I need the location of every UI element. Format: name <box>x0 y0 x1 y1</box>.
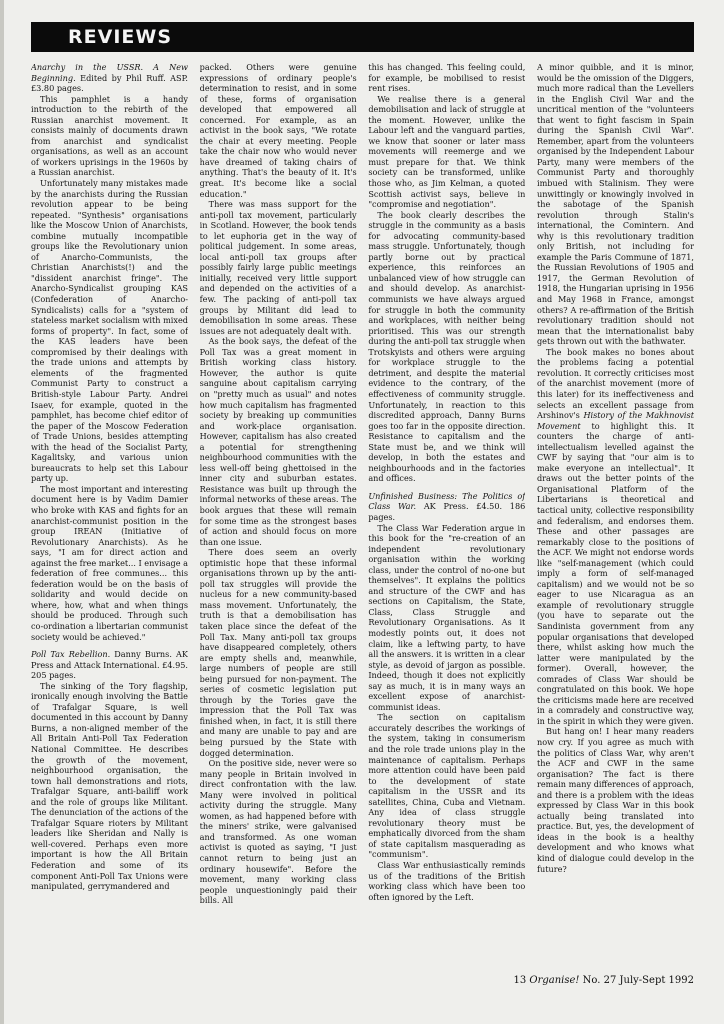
review-heading <box>368 491 525 523</box>
issue-info: No. 27 July-Sept 1992 <box>582 975 694 986</box>
review-title: Poll Tax Rebellion. <box>31 649 111 660</box>
paragraph: Class War enthusiastically reminds us of the traditions of the British working class which have been too often ignored by the Left. <box>368 860 526 902</box>
review-heading <box>31 649 188 681</box>
article-columns <box>31 62 694 982</box>
paragraph: The book clearly describes the struggle in the community as a basis for advocating community-based mass struggle. Unfortunately, though partly borne out by practical experience, this reinforces an unbalanced view of how struggle can and should develop. As anarchist-communists we have always argued for struggle in both the community and workplaces, with neither being prioritised. This was our strength during the anti-poll tax struggle when Trotskyists and others were arguing for workplace struggle to the detriment, and despite the material evidence to the contrary, of the effectiveness of community struggle. Unfortunately, in reaction to this discredited approach, Danny Burns goes too far in the opposite direction. Resistance to capitalism and the State must be, and we think will develop, in both the estates and neighbourhoods and in the factories and offices. <box>368 209 526 484</box>
page-number: 13 <box>513 975 527 986</box>
paragraph <box>537 347 694 727</box>
paragraph: We realise there is a general demobilisation and lack of struggle at the moment. However, unlike the Labour left and the vanguard parties, we know that sooner or later mass movements will reemerge and we must prepare for that. We think society can be transformed, unlike those who, as Jim Kelman, a quoted Scottish activist says, believe in "compromise and negotiation". <box>368 93 526 210</box>
paragraph: The most important and interesting document here is by Vadim Damier who broke with KAS and fights for an anarchist-communist position in the group IREAN (Initiative of Revolutionary Anarchists). As he says, "I am for direct action and against the free market... I envisage a federation of free communes... this federation would be on the basis of solidarity and would decide on where, how, what and when things should be produced. Through such co-ordination a libertarian communist society would be achieved." <box>31 483 188 642</box>
paragraph: As the book says, the defeat of the Poll Tax was a great moment in British working class history. However, the author is quite sanguine about capitalism carrying on "pretty much as usual" and notes how much capitalism has fragmented society by breaking up communities and work-place organisation. However, capitalism has also created a potential for strengthening neighbourhood communities with the less well-off being ghettoised in the inner city and suburban estates. Resistance was built up through the informal networks of these areas. The book argues that these will remain for some time as the strongest bases of action and should focus on more than one issue. <box>199 336 357 547</box>
paragraph: On the positive side, never were so many people in Britain involved in direct confrontation with the law. Many were involved in political activity during the struggle. Many women, as had happened before with the miners' strike, were galvanised and transformed. As one woman activist is quoted as saying, "I just cannot return to being just an ordinary housewife". Before the movement, many working class people unquestioningly paid their bills. All <box>199 758 357 906</box>
column-4 <box>537 62 694 982</box>
paragraph: The sinking of the Tory flagship, ironically enough involving the Battle of Trafalgar Square, is well documented in this account by Danny Burns, a non-aligned member of the All Britain Anti-Poll Tax Federation National Committee. He describes the growth of the movement, neighbourhood organisation, the town hall demonstrations and riots, Trafalgar Square, anti-bailiff work and the role of groups like Militant. The denunciation of the actions of the Trafalgar Square rioters by Militant leaders like Sheridan and Nally is well-covered. Perhaps even more important is how the All Britain Federation and some of its component Anti-Poll Tax Unions were manipulated, gerrymandered and <box>31 680 188 892</box>
section-title: REVIEWS <box>68 26 173 48</box>
review-heading <box>31 62 188 94</box>
paragraph-text: to highlight this. It counters the charge of anti-intellectualism levelled against the CWF by saying that "our aim is to make everyone an intellectual". It draws out the better points of the Organisational Platform of the Libertarians is theoretical and tactical unity, collective responsibility and federalism, and endorses them. These and other passages are remarkably close to the positions of the ACF. We might not endorse words like "self-management (which could imply a form of self-managed capitalism) and we would not be so eager to use Nicaragua as an example of revolutionary struggle (you have to separate out the Sandinista government from any popular organisations that developed there, whilst asking how much the latter were manipulated by the former). Overall, however, the comrades of Class War should be congratulated on this book. We hope the criticisms made here are received in a comradely and constructive way, in the spirit in which they were given. <box>536 420 694 726</box>
review-meta: Danny Burns. AK Press and Attack International. £4.95. 205 pages. <box>31 649 188 681</box>
paragraph: This pamphlet is a handy introduction to the rebirth of the Russian anarchist movement. It consists mainly of documents drawn from anarchist and syndicalist organisations, as well as an account of workers uprisings in the 1960s by a Russian anarchist. <box>31 93 188 178</box>
paragraph: Unfortunately many mistakes made by the anarchists during the Russian revolution appear to be being repeated. "Synthesis" organisations like the Moscow Union of Anarchists, combine mutually incompatible groups like the Revolutionary union of Anarcho-Communists, the Christian Anarchists(!) and the "dissident anarchist fringe". The Anarcho-Syndicalist grouping KAS (Confederation of Anarcho-Syndicalists) calls for a "system of stateless market socialism with mixed forms of property". In fact, some of the KAS leaders have been compromised by their dealings with the trade unions and attempts by elements of the fragmented Communist Party to construct a British-style Labour Party. Andrei Isaev, for example, quoted in the pamphlet, has become chief editor of the paper of the Moscow Federation of Trade Unions, besides attempting with the head of the Socialist Party, Kagalitsky, and various union bureaucrats to help set this Labour party up. <box>31 178 188 484</box>
paragraph: packed. Others were genuine expressions of ordinary people's determination to resist, and in some of these, forms of organisation developed that empowered all concerned. For example, as an activist in the book says, "We rotate the chair at every meeting. People take the chair now who would never have dreamed of taking chairs of anything. That's the beauty of it. It's great. It's become like a social education." <box>199 62 357 199</box>
paragraph: There does seem an overly optimistic hope that these informal organisations thrown up by the anti-poll tax struggles will provide the nucleus for a new community-based mass movement. Unfortunately, the truth is that a demobilisation has taken place since the defeat of the Poll Tax. Many anti-poll tax groups have disappeared completely, others are empty shells and, meanwhile, large numbers of people are still being pursued for non-payment. The series of cosmetic legislation put through by the Tories gave the impression that the Poll Tax was finished when, in fact, it is still there and many are unable to pay and are being pursued by the State with dogged determination. <box>199 547 357 758</box>
paragraph: The Class War Federation argue in this book for the "re-creation of an independent revolutionary organisation within the working class, under the control of no-one but themselves". It explains the politics and structure of the CWF and has sections on Capitalism, the State, Class, Class Struggle and Revolutionary Organisations. As it modestly points out, it does not claim, like a leftwing party, to have all the answers. it is written in a clear style, as devoid of jargon as possible. Indeed, though it does not explicitly say as much, it is in many ways an excellent expose of anarchist-communist ideas. <box>368 522 526 712</box>
review-title: Anarchy in the USSR. A New Beginning. <box>31 62 188 83</box>
paragraph: A minor quibble, and it is minor, would be the omission of the Diggers, much more radical than the Levellers in the English Civil War and the uncritical mention of the "volunteers that went to fight fascism in Spain during the Spanish Civil War". Remember, apart from the volunteers organised by the Independent Labour Party, many were members of the Communist Party and thoroughly imbued with Stalinism. They were unwittingly or knowingly involved in the sabotage of the Spanish revolution through Stalin's international, the Comintern. And why is this revolutionary tradition only British, not including for example the Paris Commune of 1871, the Russian Revolutions of 1905 and 1917, the German Revolution of 1918, the Hungarian uprising in 1956 and May 1968 in France, amongst others? A re-affirmation of the British revolutionary tradition should not mean that the internationalist baby gets thrown out with the bathwater. <box>536 62 694 347</box>
paragraph: The section on capitalism accurately describes the workings of the system, taking in consumerism and the role trade unions play in the maintenance of capitalism. Perhaps more attention could have been paid to the development of state capitalism in the USSR and its satellites, China, Cuba and Vietnam. Any idea of class struggle revolutionary theory must be emphatically divorced from the sham of state capitalism masquerading as "communism". <box>368 712 526 860</box>
paragraph-text: The book makes no bones about the problems facing a potential revolution. It correctly criticises most of the anarchist movement (more of this later) for its ineffectiveness and selects an excellent passage from Arshinov's <box>536 346 694 421</box>
paragraph: But hang on! I hear many readers now cry. If you agree as much with the politics of Class War, why aren't the ACF and CWF in the same organisation? The fact is there remain many differences of approach, and there is a problem with the ideas expressed by Class War in this book actually being translated into practice. But, yes, the development of ideas in the book is a healthy development and who knows what kind of dialogue could develop in the future? <box>536 726 694 874</box>
paragraph: There was mass support for the anti-poll tax movement, particularly in Scotland. However, the book tends to let euphoria get in the way of political judgement. In some areas, local anti-poll tax groups after possibly fairly large public meetings initially, received very little support and depended on the activities of a few. The packing of anti-poll tax groups by Militant did lead to demobilisation in some areas. These issues are not adequately dealt with. <box>199 199 357 336</box>
page-footer <box>513 975 694 986</box>
column-3 <box>368 62 525 982</box>
review-title: Unfinished Business: The Politics of Class War. <box>368 490 526 512</box>
column-1 <box>31 62 188 982</box>
section-banner <box>31 22 694 52</box>
review-meta: Edited by Phil Ruff. ASP. £3.80 pages. <box>31 72 188 94</box>
magazine-name: Organise! <box>529 975 580 986</box>
review-meta: AK Press. £4.50. 186 pages. <box>368 501 526 522</box>
book-title: History of the Makhnovist Movement <box>536 410 694 431</box>
column-2 <box>200 62 357 982</box>
paragraph: this has changed. This feeling could, for example, be mobilised to resist rent rises. <box>368 62 526 94</box>
